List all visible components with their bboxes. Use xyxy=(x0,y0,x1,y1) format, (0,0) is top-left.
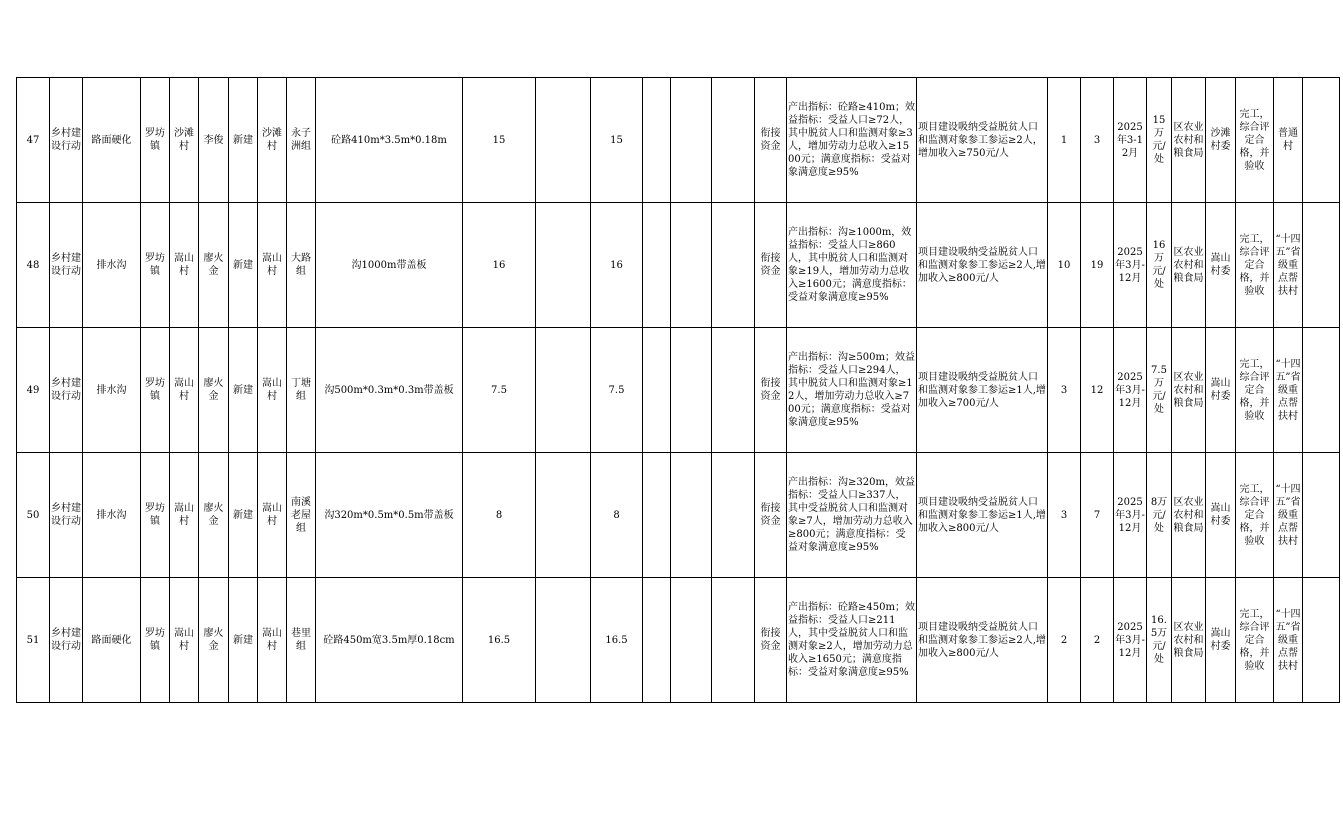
beneficiary-count-b-cell: 3 xyxy=(1081,78,1114,203)
benefit-mechanism-cell: 项目建设吸纳受益脱贫人口和监测对象参工参运≥2人,增加收入≥800元/人 xyxy=(917,578,1048,703)
fund-source-cell: 衔接资金 xyxy=(755,328,787,453)
fund-amount-cell: 16 xyxy=(591,203,643,328)
benefit-mechanism-cell: 项目建设吸纳受益脱贫人口和监测对象参工参运≥1人,增加收入≥700元/人 xyxy=(917,328,1048,453)
village-type-cell: 普通村 xyxy=(1274,78,1303,203)
site-village-cell: 嵩山村 xyxy=(258,328,287,453)
performance-target-cell: 产出指标：砼路≥410m；效益指标：受益人口≥72人，其中脱贫人口和监测对象≥3人，增加劳动力总收入≥1500元；满意度指标：受益对象满意度≥95% xyxy=(787,78,917,203)
subsidy-cell: 16万元/处 xyxy=(1147,203,1172,328)
row-number-cell: 50 xyxy=(17,453,50,578)
category-cell: 乡村建设行动 xyxy=(50,203,83,328)
lead-person-cell: 廖火金 xyxy=(199,453,229,578)
table-row xyxy=(17,78,1340,203)
site-village-cell: 嵩山村 xyxy=(258,203,287,328)
fund-cell-empty xyxy=(671,203,712,328)
lead-person-cell: 廖火金 xyxy=(199,203,229,328)
performance-target-cell: 产出指标：沟≥1000m，效益指标：受益人口≥860人，其中脱贫人口和监测对象≥19人，增加劳动力总收入≥1600元；满意度指标：受益对象满意度≥95% xyxy=(787,203,917,328)
construction-nature-cell: 新建 xyxy=(229,578,258,703)
content-cell: 沟320m*0.5m*0.5m带盖板 xyxy=(316,453,463,578)
beneficiary-count-b-cell: 12 xyxy=(1081,328,1114,453)
lead-person-cell: 廖火金 xyxy=(199,578,229,703)
fund-cell-empty xyxy=(712,328,755,453)
row-number-cell: 49 xyxy=(17,328,50,453)
owner-cell: 沙滩村委 xyxy=(1206,78,1236,203)
row-number-cell: 48 xyxy=(17,203,50,328)
content-cell: 沟1000m带盖板 xyxy=(316,203,463,328)
construction-nature-cell: 新建 xyxy=(229,328,258,453)
fund-cell-empty xyxy=(536,328,591,453)
acceptance-cell: 完工，综合评定合格，并验收 xyxy=(1236,78,1274,203)
site-village-cell: 沙滩村 xyxy=(258,78,287,203)
town-cell: 罗坊镇 xyxy=(141,203,170,328)
fund-cell-empty xyxy=(671,78,712,203)
site-village-cell: 嵩山村 xyxy=(258,578,287,703)
department-cell: 区农业农村和粮食局 xyxy=(1172,453,1206,578)
beneficiary-count-a-cell: 1 xyxy=(1048,78,1081,203)
fund-cell-empty xyxy=(712,578,755,703)
beneficiary-count-a-cell: 3 xyxy=(1048,328,1081,453)
project-type-cell: 排水沟 xyxy=(83,453,141,578)
owner-cell: 嵩山村委 xyxy=(1206,328,1236,453)
acceptance-cell: 完工，综合评定合格，并验收 xyxy=(1236,453,1274,578)
category-cell: 乡村建设行动 xyxy=(50,578,83,703)
village-type-cell: “十四五”省级重点帮扶村 xyxy=(1274,328,1303,453)
performance-target-cell: 产出指标：沟≥320m，效益指标：受益人口≥337人，其中受益脱贫人口和监测对象≥7人，增加劳动力总收入≥800元；满意度指标：受益对象满意度≥95% xyxy=(787,453,917,578)
benefit-mechanism-cell: 项目建设吸纳受益脱贫人口和监测对象参工参运≥2人,增加收入≥800元/人 xyxy=(917,203,1048,328)
beneficiary-count-b-cell: 2 xyxy=(1081,578,1114,703)
total-fund-cell: 16.5 xyxy=(463,578,536,703)
village-type-cell: “十四五”省级重点帮扶村 xyxy=(1274,578,1303,703)
fund-cell-empty xyxy=(712,78,755,203)
period-cell: 2025年3月-12月 xyxy=(1114,453,1147,578)
table-row xyxy=(17,578,1340,703)
site-group-cell: 大路组 xyxy=(287,203,316,328)
village-cell: 嵩山村 xyxy=(170,453,199,578)
row-number-cell: 51 xyxy=(17,578,50,703)
category-cell: 乡村建设行动 xyxy=(50,328,83,453)
total-fund-cell: 8 xyxy=(463,453,536,578)
table-row xyxy=(17,203,1340,328)
benefit-mechanism-cell: 项目建设吸纳受益脱贫人口和监测对象参工参运≥2人，增加收入≥750元/人 xyxy=(917,78,1048,203)
fund-source-cell: 衔接资金 xyxy=(755,203,787,328)
town-cell: 罗坊镇 xyxy=(141,453,170,578)
content-cell: 砼路450m宽3.5m厚0.18cm xyxy=(316,578,463,703)
village-cell: 嵩山村 xyxy=(170,578,199,703)
construction-nature-cell: 新建 xyxy=(229,453,258,578)
village-cell: 嵩山村 xyxy=(170,203,199,328)
site-group-cell: 永子洲组 xyxy=(287,78,316,203)
fund-amount-cell: 15 xyxy=(591,78,643,203)
remark-cell xyxy=(1303,578,1340,703)
fund-amount-cell: 16.5 xyxy=(591,578,643,703)
owner-cell: 嵩山村委 xyxy=(1206,578,1236,703)
project-type-cell: 排水沟 xyxy=(83,203,141,328)
table-row xyxy=(17,453,1340,578)
site-group-cell: 丁塘组 xyxy=(287,328,316,453)
town-cell: 罗坊镇 xyxy=(141,78,170,203)
beneficiary-count-b-cell: 7 xyxy=(1081,453,1114,578)
period-cell: 2025年3月-12月 xyxy=(1114,328,1147,453)
fund-cell-empty xyxy=(536,78,591,203)
department-cell: 区农业农村和粮食局 xyxy=(1172,328,1206,453)
village-type-cell: “十四五”省级重点帮扶村 xyxy=(1274,453,1303,578)
department-cell: 区农业农村和粮食局 xyxy=(1172,203,1206,328)
subsidy-cell: 8万元/处 xyxy=(1147,453,1172,578)
fund-cell-empty xyxy=(536,578,591,703)
fund-cell-empty xyxy=(671,578,712,703)
owner-cell: 嵩山村委 xyxy=(1206,203,1236,328)
period-cell: 2025年3-12月 xyxy=(1114,78,1147,203)
category-cell: 乡村建设行动 xyxy=(50,453,83,578)
subsidy-cell: 15万元/处 xyxy=(1147,78,1172,203)
town-cell: 罗坊镇 xyxy=(141,328,170,453)
fund-cell-empty xyxy=(643,78,671,203)
town-cell: 罗坊镇 xyxy=(141,578,170,703)
fund-cell-empty xyxy=(671,328,712,453)
fund-cell-empty xyxy=(643,328,671,453)
remark-cell xyxy=(1303,453,1340,578)
subsidy-cell: 16.5万元/处 xyxy=(1147,578,1172,703)
department-cell: 区农业农村和粮食局 xyxy=(1172,578,1206,703)
content-cell: 砼路410m*3.5m*0.18m xyxy=(316,78,463,203)
row-number-cell: 47 xyxy=(17,78,50,203)
lead-person-cell: 李俊 xyxy=(199,78,229,203)
beneficiary-count-b-cell: 19 xyxy=(1081,203,1114,328)
village-cell: 沙滩村 xyxy=(170,78,199,203)
project-type-cell: 路面硬化 xyxy=(83,578,141,703)
acceptance-cell: 完工，综合评定合格，并验收 xyxy=(1236,203,1274,328)
fund-cell-empty xyxy=(712,203,755,328)
fund-amount-cell: 7.5 xyxy=(591,328,643,453)
fund-cell-empty xyxy=(643,578,671,703)
project-type-cell: 排水沟 xyxy=(83,328,141,453)
owner-cell: 嵩山村委 xyxy=(1206,453,1236,578)
lead-person-cell: 廖火金 xyxy=(199,328,229,453)
fund-cell-empty xyxy=(671,453,712,578)
remark-cell xyxy=(1303,203,1340,328)
fund-amount-cell: 8 xyxy=(591,453,643,578)
period-cell: 2025年3月-12月 xyxy=(1114,203,1147,328)
fund-source-cell: 衔接资金 xyxy=(755,453,787,578)
fund-cell-empty xyxy=(536,453,591,578)
total-fund-cell: 7.5 xyxy=(463,328,536,453)
total-fund-cell: 16 xyxy=(463,203,536,328)
benefit-mechanism-cell: 项目建设吸纳受益脱贫人口和监测对象参工参运≥1人,增加收入≥800元/人 xyxy=(917,453,1048,578)
table-row xyxy=(17,328,1340,453)
remark-cell xyxy=(1303,78,1340,203)
beneficiary-count-a-cell: 3 xyxy=(1048,453,1081,578)
beneficiary-count-a-cell: 2 xyxy=(1048,578,1081,703)
site-village-cell: 嵩山村 xyxy=(258,453,287,578)
project-table xyxy=(16,77,1340,703)
period-cell: 2025年3月-12月 xyxy=(1114,578,1147,703)
fund-cell-empty xyxy=(536,203,591,328)
fund-source-cell: 衔接资金 xyxy=(755,78,787,203)
acceptance-cell: 完工，综合评定合格，并验收 xyxy=(1236,328,1274,453)
site-group-cell: 巷里组 xyxy=(287,578,316,703)
remark-cell xyxy=(1303,328,1340,453)
content-cell: 沟500m*0.3m*0.3m带盖板 xyxy=(316,328,463,453)
performance-target-cell: 产出指标：砼路≥450m；效益指标：受益人口≥211人，其中受益脱贫人口和监测对象≥2人，增加劳动力总收入≥1650元；满意度指标：受益对象满意度≥95% xyxy=(787,578,917,703)
fund-source-cell: 衔接资金 xyxy=(755,578,787,703)
subsidy-cell: 7.5万元/处 xyxy=(1147,328,1172,453)
construction-nature-cell: 新建 xyxy=(229,78,258,203)
fund-cell-empty xyxy=(712,453,755,578)
village-type-cell: “十四五”省级重点帮扶村 xyxy=(1274,203,1303,328)
construction-nature-cell: 新建 xyxy=(229,203,258,328)
village-cell: 嵩山村 xyxy=(170,328,199,453)
performance-target-cell: 产出指标：沟≥500m；效益指标：受益人口≥294人，其中脱贫人口和监测对象≥12人，增加劳动力总收入≥700元；满意度指标：受益对象满意度≥95% xyxy=(787,328,917,453)
beneficiary-count-a-cell: 10 xyxy=(1048,203,1081,328)
acceptance-cell: 完工，综合评定合格，并验收 xyxy=(1236,578,1274,703)
total-fund-cell: 15 xyxy=(463,78,536,203)
fund-cell-empty xyxy=(643,453,671,578)
project-type-cell: 路面硬化 xyxy=(83,78,141,203)
department-cell: 区农业农村和粮食局 xyxy=(1172,78,1206,203)
site-group-cell: 南溪老屋组 xyxy=(287,453,316,578)
fund-cell-empty xyxy=(643,203,671,328)
category-cell: 乡村建设行动 xyxy=(50,78,83,203)
